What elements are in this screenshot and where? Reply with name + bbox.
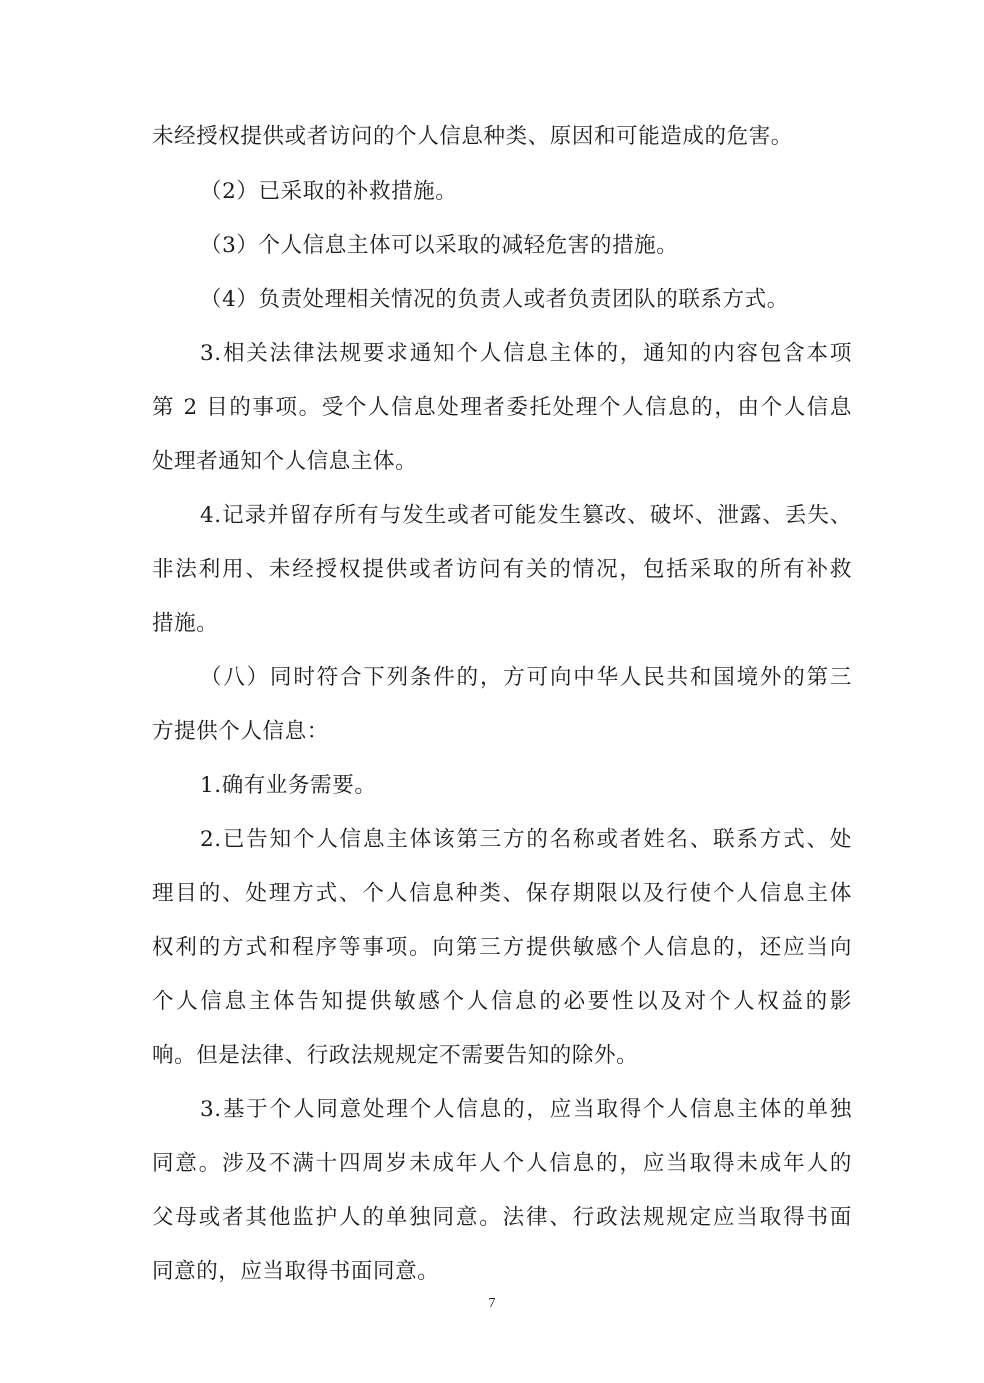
text-line: 3.相关法律法规要求通知个人信息主体的，通知的内容包含本项 [200, 341, 852, 366]
text-line: 措施。 [152, 611, 219, 636]
text-line: 响。但是法律、行政法规规定不需要告知的除外。 [152, 1043, 639, 1068]
text-line: 3.基于个人同意处理个人信息的，应当取得个人信息主体的单独 [200, 1097, 852, 1122]
text-line: 第 2 目的事项。受个人信息处理者委托处理个人信息的，由个人信息 [152, 395, 852, 420]
text-line: 父母或者其他监护人的单独同意。法律、行政法规规定应当取得书面 [152, 1205, 852, 1230]
text-line: （4）负责处理相关情况的负责人或者负责团队的联系方式。 [200, 287, 789, 312]
text-line: 同意。涉及不满十四周岁未成年人个人信息的，应当取得未成年人的 [152, 1151, 852, 1176]
text-line: 未经授权提供或者访问的个人信息种类、原因和可能造成的危害。 [152, 124, 793, 149]
text-line: 1.确有业务需要。 [200, 773, 377, 798]
text-line: 处理者通知个人信息主体。 [152, 449, 418, 474]
text-line: 个人信息主体告知提供敏感个人信息的必要性以及对个人权益的影 [152, 989, 852, 1014]
page-number: 7 [488, 1296, 496, 1311]
text-line: （八）同时符合下列条件的，方可向中华人民共和国境外的第三 [200, 665, 852, 690]
text-line: 同意的，应当取得书面同意。 [152, 1259, 440, 1284]
text-line: 4.记录并留存所有与发生或者可能发生篡改、破坏、泄露、丢失、 [200, 503, 852, 528]
text-line: 2.已告知个人信息主体该第三方的名称或者姓名、联系方式、处 [200, 827, 852, 852]
text-line: 权利的方式和程序等事项。向第三方提供敏感个人信息的，还应当向 [152, 935, 852, 960]
text-line: （3）个人信息主体可以采取的减轻危害的措施。 [200, 233, 679, 258]
text-line: 非法利用、未经授权提供或者访问有关的情况，包括采取的所有补救 [152, 557, 852, 582]
text-line: （2）已采取的补救措施。 [200, 179, 458, 204]
text-line: 理目的、处理方式、个人信息种类、保存期限以及行使个人信息主体 [152, 881, 852, 906]
text-line: 方提供个人信息： [152, 719, 329, 744]
